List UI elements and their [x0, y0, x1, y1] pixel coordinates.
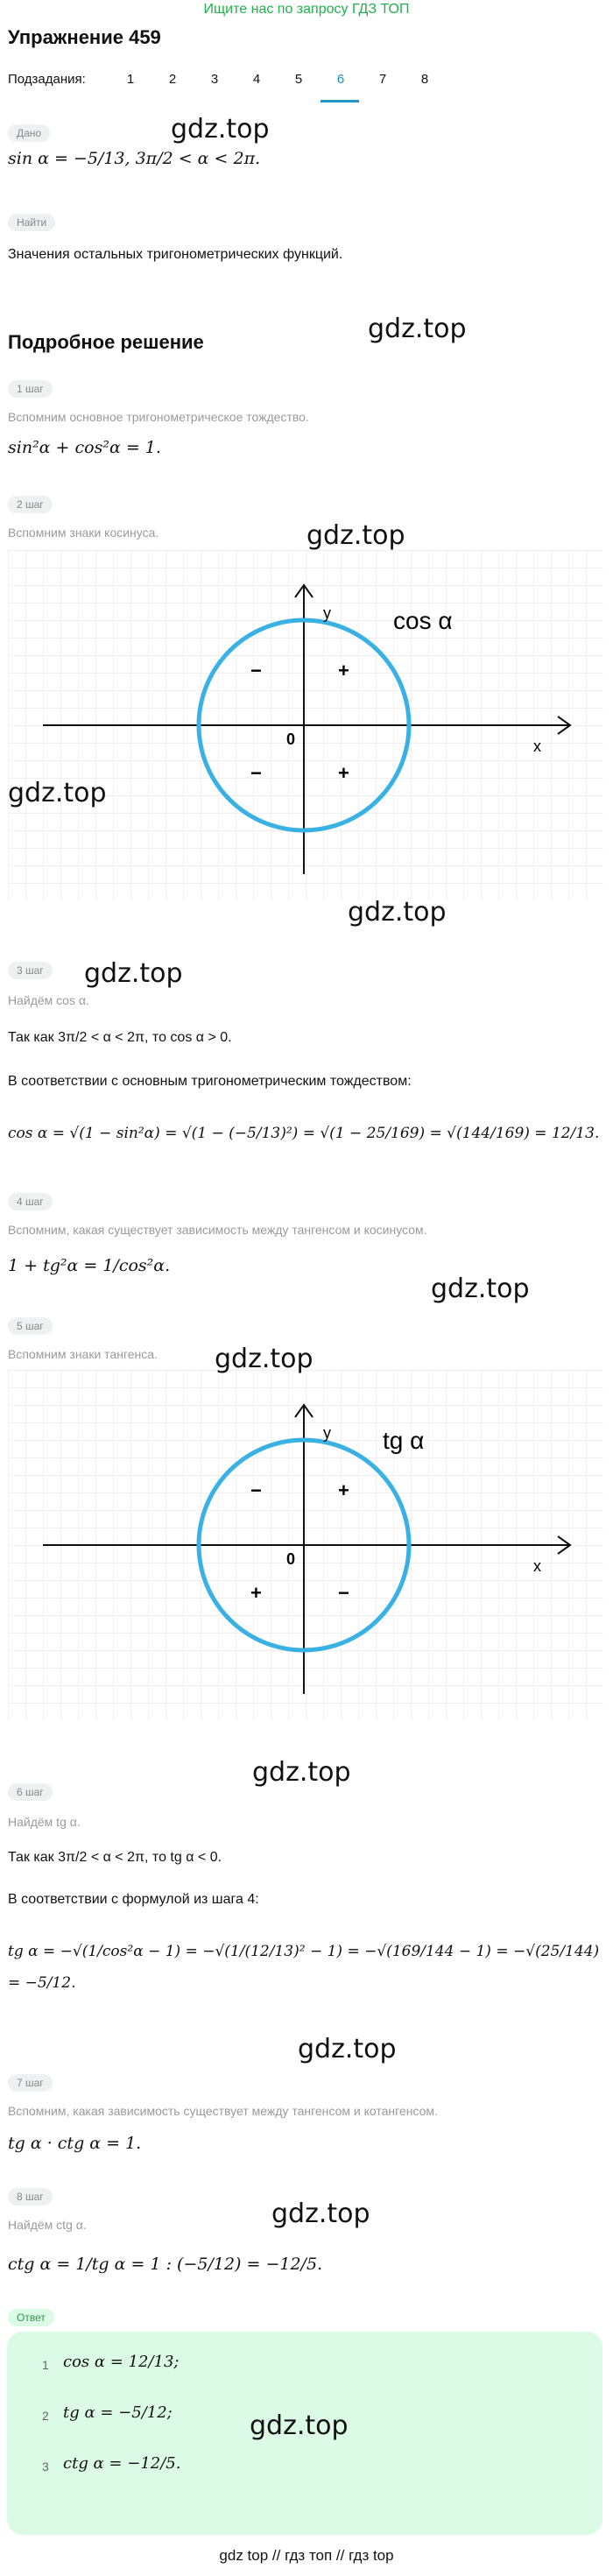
sign-q3: −	[250, 762, 262, 784]
subtasks-label: Подзадания:	[8, 72, 86, 87]
step-note: Найдём cos α.	[8, 993, 89, 1007]
step-note: Вспомним основное тригонометрическое тождество.	[8, 410, 309, 424]
function-label: cos α	[393, 607, 453, 634]
tab-2[interactable]: 2	[168, 72, 177, 87]
footer-links[interactable]: gdz top // гдз топ // гдз top	[219, 2547, 394, 2564]
step-expression: ctg α = 1/tg α = 1 : (−5/12) = −12/5.	[8, 2255, 323, 2274]
step-expression: cos α = √(1 − sin²α) = √(1 − (−5/13)²) = √(1 − 25/169) = √(144/169) = 12/13.	[8, 1125, 600, 1142]
tab-5[interactable]: 5	[294, 72, 303, 87]
answer-number: 3	[42, 2460, 49, 2474]
given-pill: Дано	[8, 124, 50, 142]
tg-sign-diagram	[8, 1370, 603, 1720]
step-line: В соответствии с основным тригонометрическим тождеством:	[8, 1074, 412, 1089]
sign-q2: −	[250, 660, 262, 681]
step-pill: 8 шаг	[8, 2188, 53, 2205]
tab-3[interactable]: 3	[210, 72, 219, 87]
watermark: gdz.top	[298, 2034, 397, 2064]
step-line: Так как 3π/2 < α < 2π, то cos α > 0.	[8, 1030, 232, 1045]
watermark: gdz.top	[215, 1344, 314, 1374]
step-pill: 4 шаг	[8, 1193, 53, 1210]
answer-pill: Ответ	[8, 2309, 54, 2326]
function-label: tg α	[383, 1427, 425, 1454]
step-note: Вспомним знаки тангенса.	[8, 1347, 158, 1361]
y-axis-label: y	[323, 604, 331, 622]
x-axis-label: x	[533, 1557, 541, 1575]
cos-sign-diagram	[8, 550, 603, 900]
step-note: Вспомним, какая существует зависимость между тангенсом и косинусом.	[8, 1223, 427, 1237]
sign-q1: +	[338, 1479, 349, 1501]
answer-expression: ctg α = −12/5.	[63, 2454, 181, 2473]
sign-q4: +	[338, 762, 349, 784]
solution-title: Подробное решение	[8, 331, 204, 353]
answer-expression: tg α = −5/12;	[63, 2403, 173, 2422]
given-expression: sin α = −5/13, 3π/2 < α < 2π.	[8, 149, 261, 168]
watermark: gdz.top	[84, 958, 183, 989]
sign-q4: −	[338, 1582, 349, 1604]
step-pill: 5 шаг	[8, 1317, 53, 1335]
step-line: В соответствии с формулой из шага 4:	[8, 1892, 259, 1907]
watermark: gdz.top	[431, 1274, 530, 1304]
watermark: gdz.top	[348, 897, 447, 928]
answer-expression: cos α = 12/13;	[63, 2353, 180, 2371]
step-pill: 3 шаг	[8, 962, 53, 979]
step-line: Так как 3π/2 < α < 2π, то tg α < 0.	[8, 1850, 222, 1865]
step-pill: 1 шаг	[8, 380, 53, 398]
answer-number: 2	[42, 2409, 49, 2423]
step-expression: tg α · ctg α = 1.	[8, 2134, 142, 2153]
origin-label: 0	[286, 730, 296, 748]
watermark: gdz.top	[271, 2198, 370, 2229]
sign-q1: +	[338, 660, 349, 681]
watermark: gdz.top	[8, 778, 107, 808]
step-pill: 6 шаг	[8, 1783, 53, 1801]
find-pill: Найти	[8, 214, 55, 231]
step-note: Найдём tg α.	[8, 1815, 81, 1829]
watermark: gdz.top	[368, 314, 467, 344]
watermark: gdz.top	[171, 114, 270, 145]
y-axis-label: y	[323, 1424, 331, 1442]
step-expression: 1 + tg²α = 1/cos²α.	[8, 1256, 171, 1275]
step-expression: tg α = −√(1/cos²α − 1) = −√(1/(12/13)² − 1) = −√(169/144 − 1) = −√(25/144) = −5/12.	[8, 1943, 600, 1992]
tab-7[interactable]: 7	[378, 72, 387, 87]
sign-q2: −	[250, 1479, 262, 1501]
watermark: gdz.top	[250, 2410, 349, 2441]
tab-8[interactable]: 8	[420, 72, 429, 87]
step-pill: 2 шаг	[8, 496, 53, 513]
step-pill: 7 шаг	[8, 2074, 53, 2092]
step-note: Найдём ctg α.	[8, 2218, 87, 2232]
answer-number: 1	[42, 2358, 49, 2372]
step-note: Вспомним знаки косинуса.	[8, 526, 159, 540]
page-title: Упражнение 459	[8, 26, 161, 48]
watermark: gdz.top	[306, 520, 405, 551]
step-expression: sin²α + cos²α = 1.	[8, 438, 161, 457]
watermark: gdz.top	[252, 1757, 351, 1788]
origin-label: 0	[286, 1550, 296, 1568]
tab-6[interactable]: 6	[336, 72, 345, 87]
find-text: Значения остальных тригонометрических функций.	[8, 247, 343, 262]
tab-1[interactable]: 1	[126, 72, 135, 87]
tab-4[interactable]: 4	[252, 72, 261, 87]
sign-q3: +	[250, 1582, 262, 1604]
active-tab-indicator	[321, 100, 359, 102]
top-banner[interactable]: Ищите нас по запросу ГДЗ ТОП	[203, 2, 410, 17]
step-note: Вспомним, какая зависимость существует между тангенсом и котангенсом.	[8, 2104, 438, 2118]
x-axis-label: x	[533, 738, 541, 755]
